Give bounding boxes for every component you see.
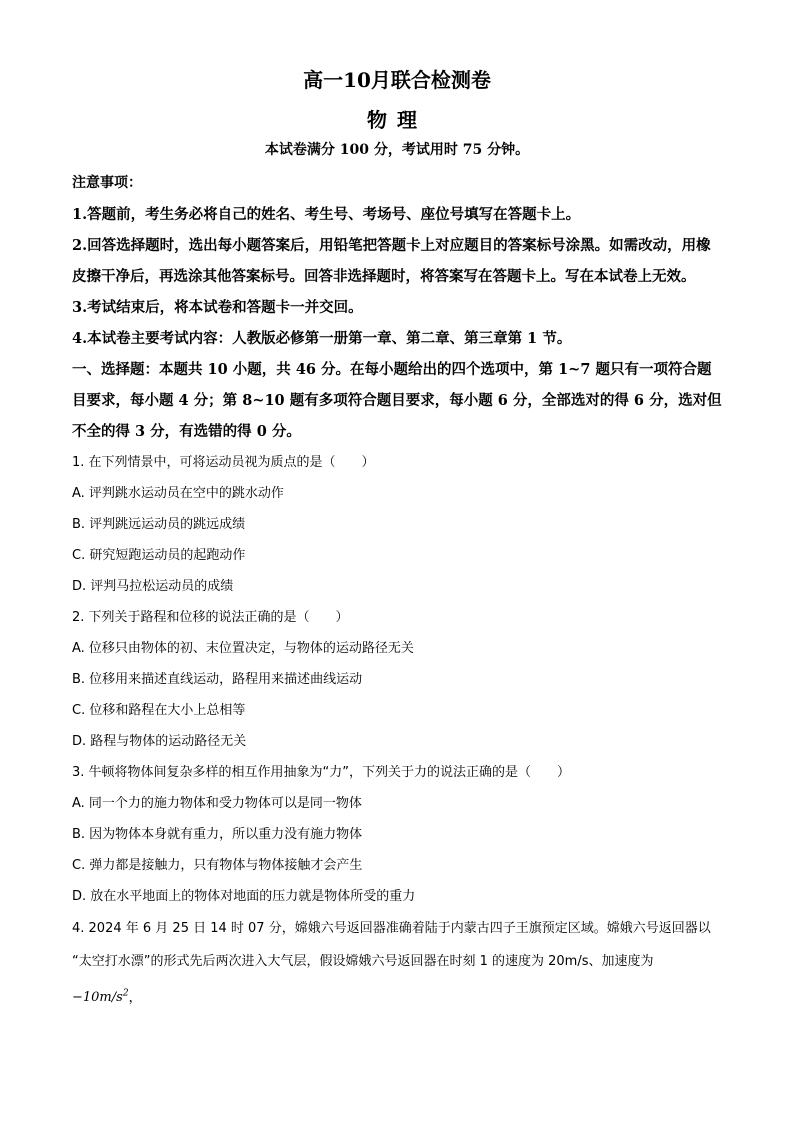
exam-info: 本试卷满分 100 分，考试用时 75 分钟。: [264, 142, 530, 158]
notice-title: 注意事项：: [72, 175, 142, 191]
option-d: D. 评判马拉松运动员的成绩: [72, 579, 234, 594]
option-b: B. 位移用来描述直线运动，路程用来描述曲线运动: [72, 672, 363, 687]
exam-subject: 物理: [367, 108, 427, 132]
question-stem-tail: ，: [128, 990, 142, 1006]
notice-item-2: 2.回答选择题时，选出每小题答案后，用铅笔把答题卡上对应题目的答案标号涂黑。如需改动，用橡皮擦干净后，再选涂其他答案标号。回答非选择题时，将答案写在答题卡上。写在本试卷上无效。: [72, 237, 711, 285]
notice-item-4: 4.本试卷主要考试内容：人教版必修第一册第一章、第二章、第三章第 1 节。: [72, 330, 572, 347]
exam-title: 高一10月联合检测卷: [303, 68, 491, 92]
exam-page: [72, 66, 722, 1014]
question-stem-line-2: [72, 945, 722, 1014]
notice-item-1: 1.答题前，考生务必将自己的姓名、考生号、考场号、座位号填写在答题卡上。: [72, 206, 581, 223]
acceleration-number: −10m/s: [72, 990, 123, 1006]
option-a: A. 同一个力的施力物体和受力物体可以是同一物体: [72, 796, 362, 811]
question-stem-line-1: 4. 2024 年 6 月 25 日 14 时 07 分，嫦娥六号返回器准确着陆于内蒙古四子王旗预定区域。嫦娥六号返回器以: [72, 921, 711, 936]
section-1-heading: 一、选择题：本题共 10 小题，共 46 分。在每小题给出的四个选项中，第 1~7 题只有一项符合题目要求，每小题 4 分；第 8~10 题有多项符合题目要求，每小题 6 分，全部选对的得 6 分，选对但不全的得 3 分，有选错的得 0 分。: [72, 361, 722, 440]
question-2: [72, 602, 722, 757]
question-4: [72, 912, 722, 1014]
notice-section: [72, 168, 722, 354]
option-c: C. 位移和路程在大小上总相等: [72, 703, 246, 718]
question-stem: 3. 牛顿将物体间复杂多样的相互作用抽象为“力”，下列关于力的说法正确的是（ ）: [72, 765, 571, 780]
question-stem: 1. 在下列情景中，可将运动员视为质点的是（ ）: [72, 455, 375, 470]
option-a: A. 评判跳水运动员在空中的跳水动作: [72, 486, 284, 501]
acceleration-exponent: 2: [122, 989, 129, 999]
question-stem-text: “太空打水漂”的形式先后两次进入大气层，假设嫦娥六号返回器在时刻 1 的速度为 20m/s、加速度为: [72, 954, 654, 969]
question-1: [72, 447, 722, 602]
option-b: B. 评判跳远运动员的跳远成绩: [72, 517, 246, 532]
acceleration-value: [72, 990, 129, 1005]
question-3: [72, 757, 722, 912]
option-a: A. 位移只由物体的初、末位置决定，与物体的运动路径无关: [72, 641, 414, 656]
option-c: C. 研究短跑运动员的起跑动作: [72, 548, 246, 563]
question-stem: 2. 下列关于路程和位移的说法正确的是（ ）: [72, 610, 349, 625]
notice-item-3: 3.考试结束后，将本试卷和答题卡一并交回。: [72, 299, 363, 316]
option-d: D. 路程与物体的运动路径无关: [72, 734, 247, 749]
option-b: B. 因为物体本身就有重力，所以重力没有施力物体: [72, 827, 363, 842]
option-d: D. 放在水平地面上的物体对地面的压力就是物体所受的重力: [72, 889, 416, 904]
option-c: C. 弹力都是接触力，只有物体与物体接触才会产生: [72, 858, 363, 873]
